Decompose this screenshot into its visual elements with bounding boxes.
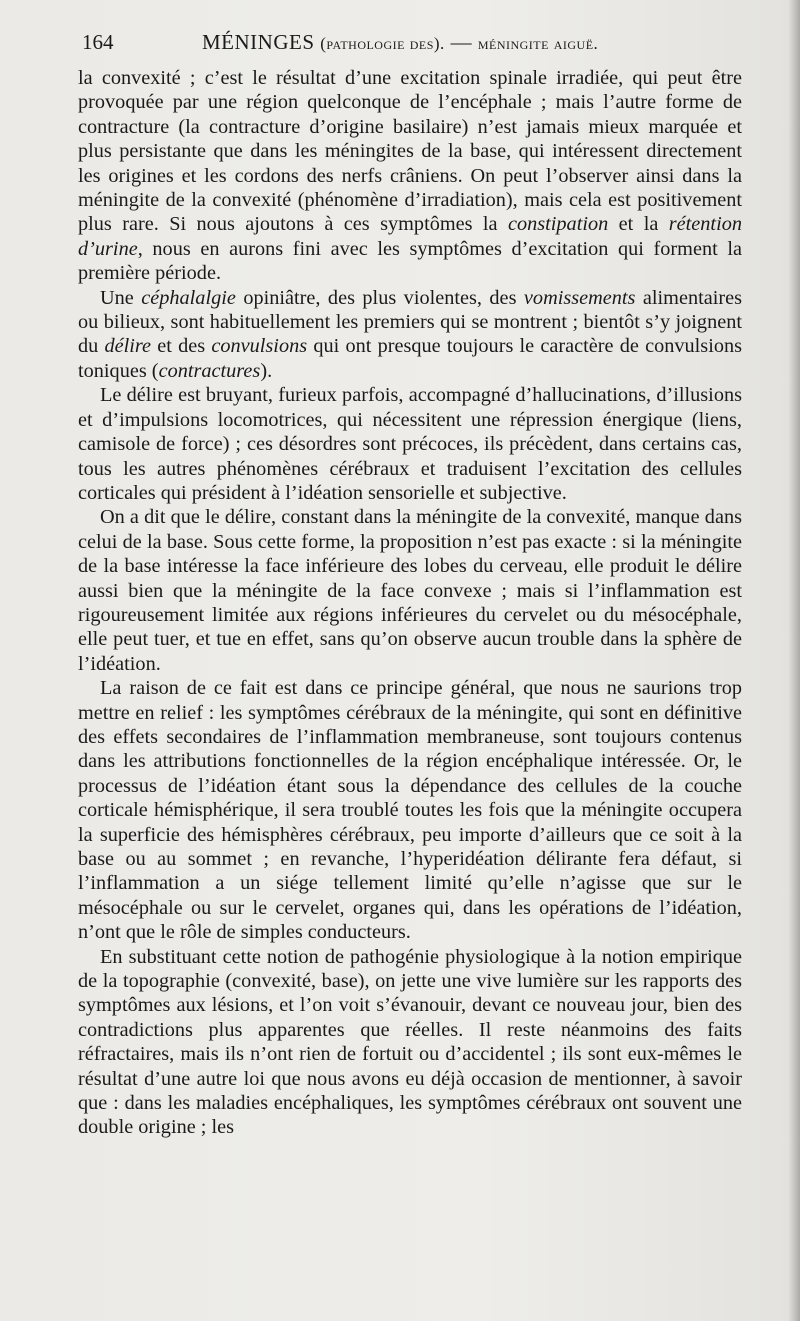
running-title-paren: (pathologie des). bbox=[320, 34, 445, 53]
italic-term: vomissements bbox=[523, 286, 636, 309]
text-run: alimentaires ou bilieux, sont habituellement les premiers qui se montrent ; bientôt s’y joignent du bbox=[78, 286, 743, 358]
text-run: qui ont presque toujours le caractère de convulsions toniques ( bbox=[78, 335, 742, 382]
text-run: et des bbox=[151, 335, 212, 358]
italic-term: délire bbox=[104, 335, 152, 358]
running-title-sub: méningite aiguë. bbox=[477, 34, 599, 53]
text-run: la convexité ; c’est le résultat d’une excitation spinale irradiée, qui peut être provoquée par une région quelconque de l’encéphale ; mais l’autre forme de contracture (la contracture d’origine basilaire) n’est jamais mieux marquée et plus persistante que dans les méningites de la base, qui intéressent directement les origines et les cordons des nerfs crâniens. On peut l’observer ainsi dans la méningite de la convexité (phénomène d’irradiation), mais cela est positivement plus rare. Si nous ajoutons à ces symptômes la bbox=[78, 67, 742, 236]
running-title-dash: — bbox=[450, 30, 473, 54]
paragraph bbox=[78, 286, 742, 384]
text-run: La raison de ce fait est dans ce principe général, que nous ne saurions trop mettre en relief : les symptômes cérébraux de la méningite, qui sont en définitive des effets secondaires de l’inflammation membraneuse, sont toujours contenus dans les attributions fonctionnelles de la région encéphalique intéressée. Or, le processus de l’idéation étant sous la dépendance des cellules de la couche corticale hémisphérique, il sera troublé toutes les fois que la méningite occupera la superficie des hémisphères cérébraux, peu importe d’ailleurs que ce soit à la base ou au sommet ; en revanche, l’hyperidéation délirante fera défaut, si l’inflammation a un siége tellement limité qu’elle n’agisse que sur le mésocéphale ou sur le cervelet, organes qui, dans les opérations de l’idéation, n’ont que le rôle de simples conducteurs. bbox=[78, 677, 742, 944]
running-title-main: MÉNINGES bbox=[202, 30, 315, 54]
text-run: ). bbox=[260, 359, 273, 382]
text-run: , nous en aurons fini avec les symptômes d’excitation qui forment la première période. bbox=[78, 237, 742, 285]
italic-term: rétention d’urine bbox=[78, 213, 742, 260]
text-run: En substituant cette notion de pathogénie physiologique à la notion empirique de la topographie (convexité, base), on jette une vive lumière sur les rapports des symptômes aux lésions, et l’on voit s’évanouir, devant ce nouveau jour, bien des contradictions plus apparentes que réelles. Il reste néanmoins des faits réfractaires, mais ils n’ont rien de fortuit ou d’accidentel ; ils sont eux-mêmes le résultat d’une autre loi que nous avons eu déjà occasion de mentionner, à savoir que : dans les maladies encéphaliques, les symptômes cérébraux ont souvent une double origine ; les bbox=[78, 945, 742, 1139]
text-run: opiniâtre, des plus violentes, des bbox=[235, 286, 524, 309]
text-run: Le délire est bruyant, furieux parfois, accompagné d’hallucinations, d’illusions et d’impulsions locomotrices, qui nécessitent une répression énergique (liens, camisole de force) ; ces désordres sont précoces, ils précèdent, dans certains cas, tous les autres phénomènes cérébraux et traduisent l’excitation des cellules corticales qui président à l’idéation sensorielle et subjective. bbox=[78, 384, 742, 504]
text-run: et la bbox=[608, 213, 669, 236]
paragraph bbox=[78, 66, 742, 286]
italic-term: céphalalgie bbox=[141, 286, 236, 309]
italic-term: contractures bbox=[158, 359, 261, 382]
paragraph bbox=[78, 383, 742, 505]
text-run: Une bbox=[100, 286, 142, 309]
page-number: 164 bbox=[82, 30, 114, 54]
body-text bbox=[78, 66, 742, 1140]
running-header bbox=[82, 30, 742, 64]
italic-term: convulsions bbox=[211, 335, 308, 358]
paragraph bbox=[78, 676, 742, 944]
italic-term: constipation bbox=[507, 213, 609, 236]
paragraph bbox=[78, 945, 742, 1140]
paragraph bbox=[78, 505, 742, 676]
text-run: On a dit que le délire, constant dans la méningite de la convexité, manque dans celui de la base. Sous cette forme, la proposition n’est pas exacte : si la méningite de la base intéresse la face inférieure des lobes du cerveau, elle produit le délire aussi bien que la méningite de la face convexe ; mais si l’inflammation est rigoureusement limitée aux régions inférieures du cervelet ou du mésocéphale, elle peut tuer, et tue en effet, sans qu’on observe aucun trouble dans la sphère de l’idéation. bbox=[78, 506, 742, 675]
page-edge-shadow bbox=[788, 0, 800, 1321]
running-title bbox=[202, 30, 598, 55]
